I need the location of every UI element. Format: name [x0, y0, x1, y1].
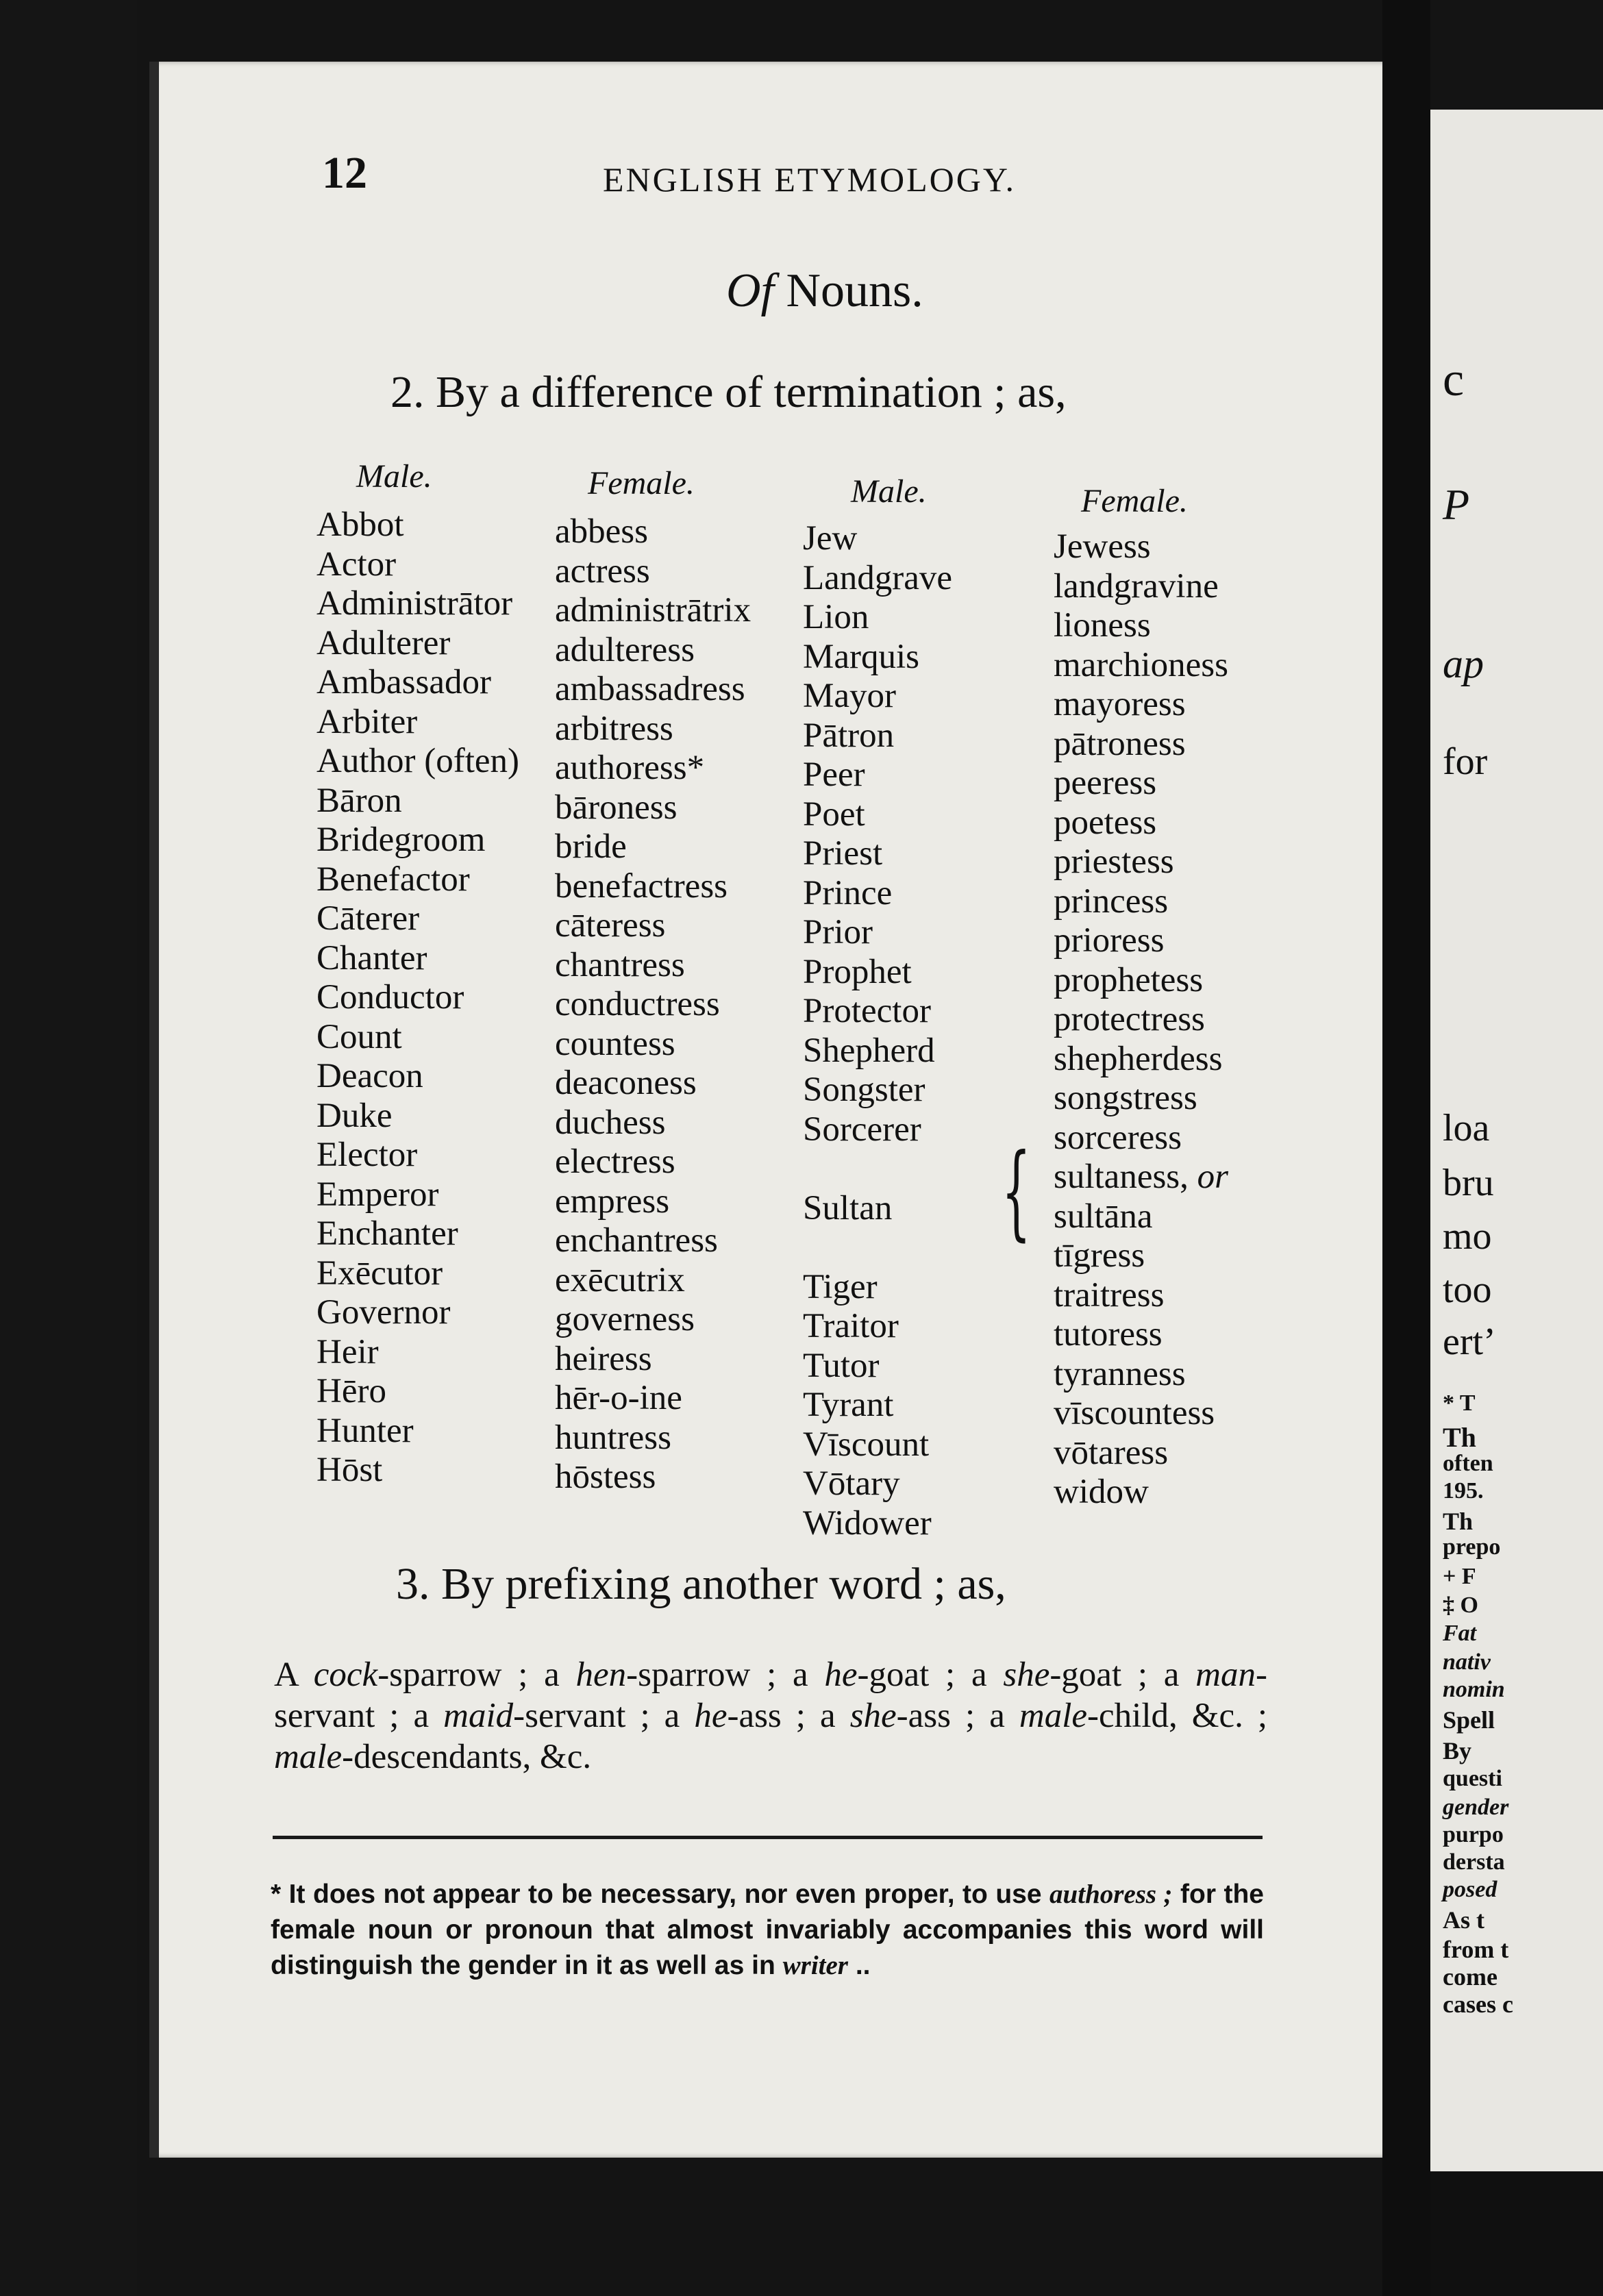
running-title: ENGLISH ETYMOLOGY.: [603, 160, 1017, 199]
female-noun: vōtaress: [1054, 1433, 1169, 1472]
prefix-example: she-ass ; a: [849, 1697, 1019, 1735]
facing-page-fragment: for: [1443, 740, 1488, 783]
female-noun: conductress: [555, 985, 720, 1023]
male-noun: Emperor: [316, 1175, 439, 1214]
facing-page-fragment: loa: [1443, 1107, 1490, 1149]
male-noun: Sultan: [803, 1188, 893, 1227]
female-noun: lioness: [1054, 606, 1151, 645]
prefix-example: male-child, &c. ;: [1019, 1697, 1268, 1735]
female-noun: protectress: [1054, 1000, 1205, 1038]
female-noun: tutoress: [1054, 1315, 1163, 1353]
female-noun: electress: [555, 1143, 675, 1181]
facing-page-fragment: ert’: [1443, 1321, 1496, 1363]
prefix-examples: [274, 1654, 1267, 1777]
male-noun: Widower: [803, 1503, 932, 1543]
male-noun: Heir: [316, 1332, 379, 1371]
male-noun: Vōtary: [803, 1464, 900, 1503]
female-noun: countess: [555, 1024, 675, 1063]
facing-page-fragment: prepo: [1443, 1534, 1501, 1560]
left-male-header: Male.: [356, 458, 432, 495]
left-female-header: Female.: [588, 465, 695, 501]
female-noun: marchioness: [1054, 645, 1228, 684]
facing-page-fragment: P: [1443, 480, 1470, 529]
facing-page-fragment: mo: [1443, 1215, 1492, 1258]
female-noun: landgravine: [1054, 566, 1219, 606]
facing-page-fragment: questi: [1443, 1766, 1502, 1791]
female-noun: shepherdess: [1054, 1039, 1223, 1078]
male-noun: Chanter: [316, 938, 427, 977]
male-noun: Conductor: [316, 978, 464, 1016]
male-noun: Duke: [316, 1096, 393, 1135]
male-noun: Abbot: [316, 506, 404, 544]
male-noun: Ambassador: [316, 663, 491, 701]
female-noun: sultāna: [1054, 1197, 1153, 1236]
male-noun: Shepherd: [803, 1031, 935, 1070]
page-header: [322, 147, 1377, 209]
facing-page-fragment: from t: [1443, 1936, 1509, 1963]
female-noun: bāroness: [555, 788, 678, 827]
female-noun: heiress: [555, 1339, 652, 1378]
rule-three-heading: 3. By prefixing another word ; as,: [396, 1559, 1006, 1609]
footnote-lead: * It does not appear to be necessary, nor even proper, to use: [271, 1880, 1050, 1909]
female-noun: prophetess: [1054, 960, 1204, 999]
female-noun: benefactress: [555, 866, 728, 906]
right-female-header: Female.: [1081, 483, 1188, 519]
facing-page-fragment: come: [1443, 1963, 1498, 1991]
female-noun: huntress: [555, 1418, 671, 1457]
right-female-list: [1054, 527, 1228, 1512]
prefix-example: male-descendants, &c.: [274, 1738, 592, 1776]
female-noun: tīgress: [1054, 1236, 1145, 1275]
female-noun: peeress: [1054, 764, 1157, 802]
female-noun: traitress: [1054, 1275, 1165, 1314]
female-noun: deaconess: [555, 1064, 697, 1102]
male-noun: Marquis: [803, 637, 919, 676]
female-noun: empress: [555, 1182, 670, 1221]
female-noun: poetess: [1054, 803, 1157, 842]
prefix-example: he-ass ; a: [694, 1697, 850, 1735]
facing-page-fragment: As t: [1443, 1906, 1484, 1934]
facing-page-fragment: Th: [1443, 1422, 1476, 1453]
female-noun: exēcutrix: [555, 1260, 685, 1299]
rule-two-heading: 2. By a difference of termination ; as,: [390, 367, 1067, 417]
male-noun: Songster: [803, 1071, 925, 1109]
scan-left-margin: [0, 0, 137, 2296]
facing-page-fragment: ap: [1443, 641, 1484, 686]
prefix-example: he-goat ; a: [824, 1656, 1004, 1694]
female-noun: duchess: [555, 1103, 666, 1142]
male-noun: Landgrave: [803, 558, 953, 597]
male-noun: Author (often): [316, 742, 519, 780]
female-noun: sorceress: [1054, 1118, 1182, 1157]
right-male-header: Male.: [851, 473, 927, 510]
section-title-main: Nouns.: [786, 264, 923, 317]
female-noun: tyranness: [1054, 1354, 1186, 1393]
facing-page-fragment: Spell: [1443, 1706, 1495, 1734]
male-noun: Prophet: [803, 952, 912, 991]
prefix-example: she-goat ; a: [1003, 1656, 1196, 1694]
female-noun: princess: [1054, 882, 1169, 921]
facing-page-fragment: + F: [1443, 1564, 1476, 1589]
female-noun: adulteress: [555, 630, 695, 669]
facing-page-fragment: too: [1443, 1269, 1492, 1311]
prefix-example: hen-sparrow ; a: [575, 1656, 825, 1694]
male-noun: Peer: [803, 756, 865, 794]
male-noun: Lion: [803, 598, 869, 636]
female-noun: Jewess: [1054, 527, 1151, 566]
facing-page-fragment: ‡ O: [1443, 1593, 1478, 1618]
female-noun: cāteress: [555, 906, 666, 945]
male-noun: Hōst: [316, 1451, 383, 1489]
female-noun: enchantress: [555, 1221, 718, 1260]
male-noun: Adulterer: [316, 623, 451, 662]
male-noun: Traitor: [803, 1307, 899, 1345]
male-noun: Enchanter: [316, 1214, 458, 1253]
male-noun: Hēro: [316, 1372, 386, 1410]
male-noun: Exēcutor: [316, 1253, 443, 1293]
female-noun: actress: [555, 551, 650, 590]
male-noun: [803, 1149, 952, 1189]
male-noun: Prior: [803, 913, 873, 951]
facing-page-fragment: c: [1443, 353, 1465, 406]
section-title-prefix: Of: [726, 264, 774, 317]
female-noun: arbitress: [555, 709, 673, 748]
female-noun: ambassadress: [555, 670, 745, 708]
male-noun: Bāron: [316, 781, 402, 820]
female-noun: mayoress: [1054, 685, 1186, 723]
male-noun: Prince: [803, 873, 893, 912]
male-noun: Tyrant: [803, 1386, 894, 1424]
footnote-rule: [273, 1836, 1263, 1839]
male-noun: Count: [316, 1017, 402, 1056]
facing-page-fragment: * T: [1443, 1390, 1476, 1416]
male-noun: Pātron: [803, 716, 895, 755]
male-noun: Protector: [803, 992, 931, 1030]
female-noun: authoress*: [555, 749, 705, 787]
facing-page-fragment: dersta: [1443, 1849, 1505, 1875]
facing-page-fragment: often: [1443, 1451, 1493, 1476]
male-noun: Deacon: [316, 1057, 423, 1095]
left-female-list: [555, 512, 751, 1497]
female-noun: priestess: [1054, 843, 1174, 881]
facing-page-fragment: cases c: [1443, 1991, 1513, 2018]
male-noun: Sorcerer: [803, 1110, 921, 1149]
facing-page-fragment: bru: [1443, 1162, 1494, 1204]
prefix-example: man-servant ; a: [274, 1656, 1267, 1735]
male-noun: Elector: [316, 1136, 418, 1174]
male-noun: Governor: [316, 1293, 451, 1332]
left-male-list: [316, 506, 519, 1490]
facing-page-fragment: Th: [1443, 1508, 1474, 1535]
facing-page-fragment: purpo: [1443, 1822, 1504, 1847]
male-noun: Jew: [803, 519, 858, 558]
male-noun: Priest: [803, 834, 883, 873]
footnote-tail: ..: [848, 1951, 871, 1980]
footnote: [271, 1877, 1264, 1984]
male-noun: Hunter: [316, 1411, 414, 1450]
male-noun: [803, 1228, 952, 1268]
male-noun: Arbiter: [316, 702, 418, 741]
female-noun: prioress: [1054, 921, 1165, 960]
female-noun: chantress: [555, 945, 685, 984]
female-noun: hēr-o-ine: [555, 1379, 682, 1417]
facing-page-fragment: Fat: [1443, 1621, 1477, 1646]
prefix-example: maid-servant ; a: [443, 1697, 695, 1735]
footnote-word: authoress ;: [1049, 1880, 1173, 1909]
female-noun: hōstess: [555, 1458, 656, 1496]
facing-page: [1430, 110, 1603, 2171]
male-noun: Vīscount: [803, 1425, 930, 1464]
female-noun: governess: [555, 1300, 695, 1338]
male-noun: Tiger: [803, 1267, 878, 1306]
facing-page-fragment: nativ: [1443, 1649, 1491, 1675]
female-noun: widow: [1054, 1473, 1149, 1511]
male-noun: Administrātor: [316, 584, 513, 623]
female-noun: sultaness, or: [1054, 1158, 1229, 1196]
facing-page-fragment: posed: [1443, 1877, 1498, 1902]
book-gutter: [1382, 0, 1430, 2296]
female-noun: pātroness: [1054, 724, 1186, 763]
male-noun: Tutor: [803, 1346, 880, 1385]
female-noun: abbess: [555, 512, 648, 551]
facing-page-fragment: nomin: [1443, 1677, 1505, 1702]
page-number: 12: [322, 148, 367, 198]
right-male-list: [803, 519, 952, 1543]
sultan-brace: {: [1002, 1132, 1031, 1251]
male-noun: Bridegroom: [316, 821, 486, 859]
prefix-example: A cock-sparrow ; a: [274, 1656, 576, 1694]
female-noun: vīscountess: [1054, 1394, 1215, 1432]
facing-page-fragment: gender: [1443, 1795, 1509, 1820]
male-noun: Mayor: [803, 677, 896, 715]
male-noun: Benefactor: [316, 860, 470, 899]
footnote-mid: for the female noun or pronoun that almost invariably accompanies this word will distinguish the gender in it as well as in: [271, 1880, 1264, 1980]
scan-bottom-right: [1430, 2171, 1603, 2296]
section-title: [0, 264, 1603, 319]
facing-page-fragment: 195.: [1443, 1478, 1484, 1503]
male-noun: Poet: [803, 795, 865, 834]
female-noun: administrātrix: [555, 591, 751, 629]
male-noun: Actor: [316, 545, 397, 584]
page-edge-shadow: [149, 62, 159, 2158]
female-noun: songstress: [1054, 1079, 1197, 1117]
male-noun: Cāterer: [316, 899, 420, 938]
facing-page-fragment: By: [1443, 1737, 1472, 1764]
female-noun: bride: [555, 827, 627, 866]
footnote-word2: writer: [782, 1951, 848, 1980]
